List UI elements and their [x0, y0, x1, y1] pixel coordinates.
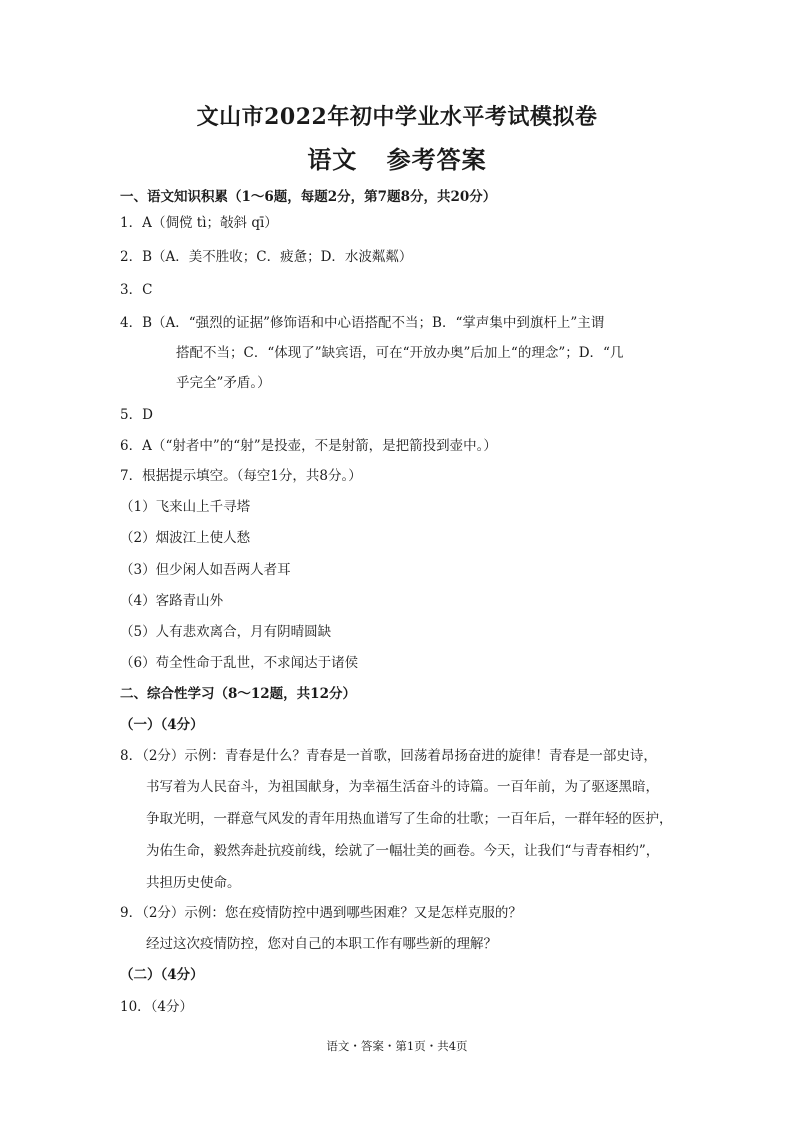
q8-line-3: 争取光明，一群意气风发的青年用热血谱写了生命的壮歌；一百年后，一群年轻的医护，: [146, 811, 673, 827]
q1-text: （倜傥 tì；敧斜 qī）: [152, 215, 278, 231]
answer-q4: [120, 313, 604, 333]
q10-line: 10．（4分）: [120, 999, 194, 1015]
document-title: 文山市2022年初中学业水平考试模拟卷: [196, 104, 598, 130]
answer-q6: [120, 436, 497, 456]
page-footer: 语文・答案・第1页・共4页: [326, 1039, 468, 1053]
q5-number: 5．D: [120, 407, 153, 423]
document-subtitle: [0, 140, 794, 175]
q2-number: 2．B: [120, 249, 153, 265]
q7-item-5: （5）人有悲欢离合，月有阴晴圆缺: [120, 624, 332, 640]
q3-number: 3．C: [120, 282, 153, 298]
q7-item-1: （1）飞来山上千寻塔: [120, 499, 251, 515]
q7-item-2: （2）烟波江上使人愁: [120, 530, 251, 546]
part2-heading: （二）（4分）: [120, 967, 204, 983]
q7-item-6: （6）苟全性命于乱世，不求闻达于诸侯: [120, 655, 359, 671]
q4-line-2: 搭配不当；C．“体现了”缺宾语，可在“开放办奥”后加上“的理念”；D．“几: [176, 345, 624, 361]
q1-number: 1．A: [120, 215, 152, 231]
q8-line-4: 为佑生命，毅然奔赴抗疫前线，绘就了一幅壮美的画卷。今天，让我们“与青春相约”，: [146, 843, 660, 859]
part1-heading: （一）（4分）: [120, 717, 204, 733]
q6-number: 6．A: [120, 438, 152, 454]
q9-line-1: 9．（2分）示例：您在疫情防控中遇到哪些困难？又是怎样克服的？: [120, 905, 522, 921]
q4-number: 4．B: [120, 315, 153, 331]
answer-q1: [120, 213, 278, 233]
q4-line-1: （A．“强烈的证据”修饰语和中心语搭配不当；B．“掌声集中到旗杆上”主谓: [152, 315, 605, 331]
q2-text: （A．美不胜收；C．疲惫；D．水波粼粼）: [152, 249, 413, 265]
answer-q5: [120, 405, 152, 425]
q9-line-2: 经过这次疫情防控，您对自己的本职工作有哪些新的理解？: [146, 936, 497, 952]
answer-q2: [120, 247, 412, 267]
q8-line-2: 书写着为人民奋斗，为祖国献身，为幸福生活奋斗的诗篇。一百年前，为了驱逐黑暗，: [146, 779, 659, 795]
q7-intro: 7．根据提示填空。（每空1分，共8分。）: [120, 468, 362, 484]
q8-line-5: 共担历史使命。: [146, 875, 241, 891]
q6-text: （“射者中”的“射”是投壶，不是射箭，是把箭投到壶中。）: [152, 438, 497, 454]
q8-line-1: 8．（2分）示例：青春是什么？青春是一首歌，回荡着昂扬奋进的旋律！青春是一部史诗，: [120, 748, 657, 764]
doc-type-label: 参考答案: [386, 145, 487, 174]
q7-item-4: （4）客路青山外: [120, 593, 224, 609]
q7-item-3: （3）但少闲人如吾两人者耳: [120, 562, 291, 578]
q4-line-3: 乎完全”矛盾。）: [176, 375, 271, 391]
answer-q3: [120, 280, 152, 300]
subject-label: 语文: [307, 145, 358, 174]
section1-heading: 一、语文知识积累（1～6题，每题2分，第7题8分，共20分）: [120, 189, 497, 205]
section2-heading: 二、综合性学习（8～12题，共12分）: [120, 686, 356, 702]
